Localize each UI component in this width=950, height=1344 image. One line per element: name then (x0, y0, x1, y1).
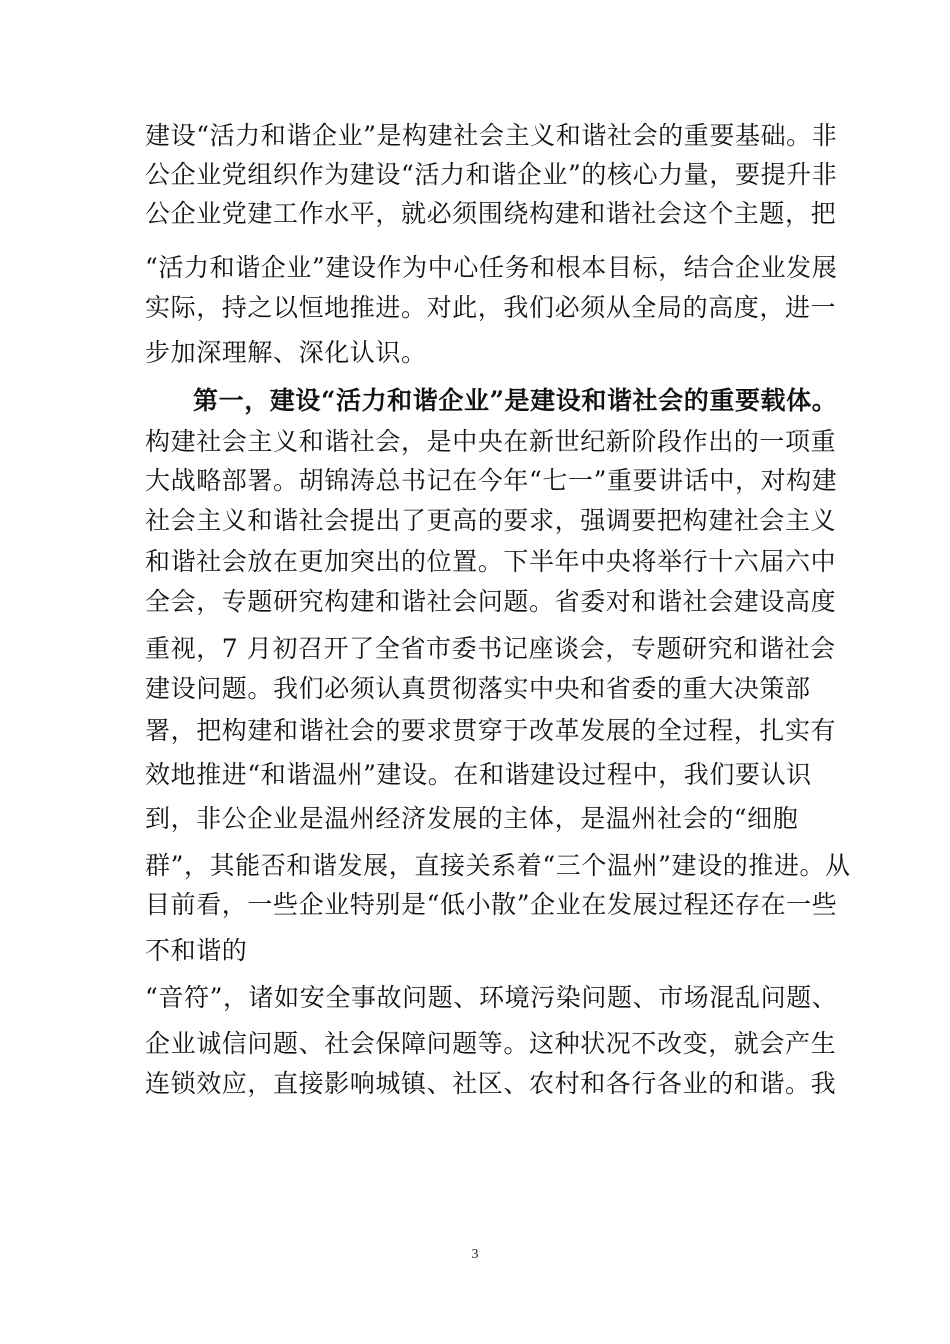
text-line: 企业诚信问题、社会保障问题等。这种状况不改变，就会产生 (145, 1029, 837, 1058)
text-line: 公企业党建工作水平，就必须围绕构建和谐社会这个主题，把 (145, 199, 837, 228)
page-number: 3 (471, 1247, 479, 1262)
text-line: 步加深理解、深化认识。 (145, 338, 427, 367)
text-line: 公企业党组织作为建设“活力和谐企业”的核心力量，要提升非 (145, 160, 838, 189)
text-line: 群”，其能否和谐发展，直接关系着“三个温州”建设的推进。从 (145, 851, 851, 880)
text-line: 大战略部署。胡锦涛总书记在今年“七一”重要讲话中，对构建 (145, 466, 838, 495)
text-line: 到，非公企业是温州经济发展的主体，是温州社会的“细胞 (145, 804, 799, 833)
text-line: 建设“活力和谐企业”是构建社会主义和谐社会的重要基础。非 (145, 121, 838, 150)
text-line: 目前看，一些企业特别是“低小散”企业在发展过程还存在一些 (145, 890, 838, 919)
text-line: 实际，持之以恒地推进。对此，我们必须从全局的高度，进一 (145, 293, 837, 322)
text-line: 重视，7 月初召开了全省市委书记座谈会，专题研究和谐社会 (145, 634, 836, 663)
text-line: 构建社会主义和谐社会，是中央在新世纪新阶段作出的一项重 (145, 427, 837, 456)
text-line: 建设问题。我们必须认真贯彻落实中央和省委的重大决策部 (145, 674, 811, 703)
text-line: 全会，专题研究构建和谐社会问题。省委对和谐社会建设高度 (145, 587, 837, 616)
text-line: 连锁效应，直接影响城镇、社区、农村和各行各业的和谐。我 (145, 1069, 837, 1098)
text-line: 社会主义和谐社会提出了更高的要求，强调要把构建社会主义 (145, 506, 837, 535)
text-line: 和谐社会放在更加突出的位置。下半年中央将举行十六届六中 (145, 547, 837, 576)
text-line: “音符”，诸如安全事故问题、环境污染问题、市场混乱问题、 (145, 983, 838, 1012)
section-heading: 第一，建设“活力和谐企业”是建设和谐社会的重要载体。 (193, 386, 838, 415)
text-line: 署，把构建和谐社会的要求贯穿于改革发展的全过程，扎实有 (145, 716, 837, 745)
text-line: 不和谐的 (145, 936, 248, 965)
text-line: “活力和谐企业”建设作为中心任务和根本目标，结合企业发展 (145, 253, 838, 282)
text-line: 效地推进“和谐温州”建设。在和谐建设过程中，我们要认识 (145, 760, 812, 789)
